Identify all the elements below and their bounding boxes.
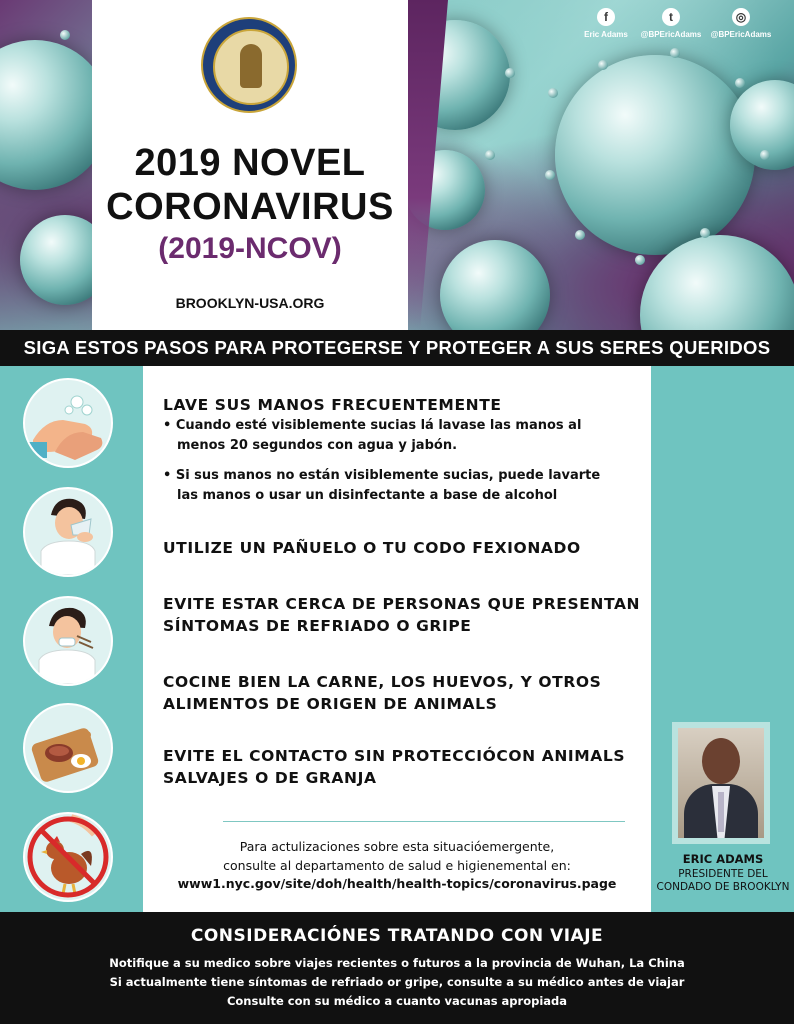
- step-cook-line-1: COCINE BIEN LA CARNE, LOS HUEVOS, Y OTROS: [163, 673, 602, 691]
- travel-considerations-footer: [0, 912, 794, 1024]
- updates-text-line-1: Para actulizaciones sobre esta situacióemergente,: [239, 839, 555, 854]
- instagram-icon: ◎: [732, 8, 750, 26]
- social-label: Eric Adams: [584, 30, 628, 39]
- sneeze-tissue-icon: [23, 487, 113, 577]
- no-animal-contact-icon: [23, 812, 113, 902]
- section-banner: SIGA ESTOS PASOS PARA PROTEGERSE Y PROTEGER A SUS SERES QUERIDOS: [0, 330, 794, 366]
- social-twitter[interactable]: [638, 8, 704, 39]
- prevention-steps-panel: [143, 366, 651, 912]
- step-wash-bullet-1-line-2: menos 20 segundos con agua y jabón.: [177, 438, 458, 453]
- step-tissue-title: UTILIZE UN PAÑUELO O TU CODO FEXIONADO: [163, 539, 581, 557]
- social-instagram[interactable]: [708, 8, 774, 39]
- step-animals-line-1: EVITE EL CONTACTO SIN PROTECCIÓCON ANIMALS: [163, 747, 626, 765]
- official-role-line-1: PRESIDENTE DEL: [678, 868, 768, 880]
- title-abbreviation: (2019-NCOV): [158, 232, 342, 265]
- social-facebook[interactable]: [580, 8, 632, 39]
- step-avoid-sick-line-2: SÍNTOMAS DE REFRIADO O GRIPE: [163, 617, 472, 635]
- facebook-icon: f: [597, 8, 615, 26]
- step-wash-bullet-1-line-1: • Cuando esté visiblemente sucias lá lavase las manos al: [163, 418, 582, 433]
- sick-person-icon: [23, 596, 113, 686]
- updates-text-line-2: consulte al departamento de salud e higienemental en:: [223, 858, 571, 873]
- website-link[interactable]: BROOKLYN-USA.ORG: [175, 295, 325, 311]
- social-label: @BPEricAdams: [640, 30, 702, 39]
- divider: [223, 821, 625, 822]
- step-avoid-sick-line-1: EVITE ESTAR CERCA DE PERSONAS QUE PRESENTAN: [163, 595, 641, 613]
- step-wash-bullet-2-line-1: • Si sus manos no están visiblemente sucias, puede lavarte: [163, 468, 601, 483]
- twitter-icon: t: [662, 8, 680, 26]
- virus-illustration: [555, 55, 755, 255]
- official-photo-frame: [672, 722, 770, 844]
- footer-line-1: Notifique a su medico sobre viajes recientes o futuros a la provincia de Wuhan, La China: [109, 956, 685, 970]
- footer-line-3: Consulte con su médico a cuanto vacunas apropiada: [226, 994, 568, 1008]
- footer-line-2: Si actualmente tiene síntomas de refriado or gripe, consulte a su médico antes de viajar: [109, 975, 685, 989]
- official-role-line-2: CONDADO DE BROOKLYN: [656, 881, 790, 893]
- step-wash-bullet-2-line-2: las manos o usar un disinfectante a base de alcohol: [177, 488, 558, 503]
- cooking-food-icon: [23, 703, 113, 793]
- title-line-2: CORONAVIRUS: [106, 186, 394, 228]
- social-label: @BPEricAdams: [710, 30, 772, 39]
- title-line-1: 2019 NOVEL: [134, 142, 366, 184]
- title-card: [92, 0, 408, 330]
- brooklyn-seal-logo: [201, 17, 297, 113]
- step-wash-hands-title: LAVE SUS MANOS FRECUENTEMENTE: [163, 396, 502, 414]
- virus-illustration: [440, 240, 550, 330]
- handwashing-icon: [23, 378, 113, 468]
- hero-banner: [0, 0, 794, 330]
- step-animals-line-2: SALVAJES O DE GRANJA: [163, 769, 377, 787]
- step-cook-line-2: ALIMENTOS DE ORIGEN DE ANIMALS: [163, 695, 498, 713]
- official-name: ERIC ADAMS: [682, 852, 764, 866]
- official-portrait: [678, 728, 764, 838]
- footer-title: CONSIDERACIÓNES TRATANDO CON VIAJE: [190, 926, 604, 946]
- health-dept-link[interactable]: www1.nyc.gov/site/doh/health/health-topics/coronavirus.page: [177, 876, 617, 891]
